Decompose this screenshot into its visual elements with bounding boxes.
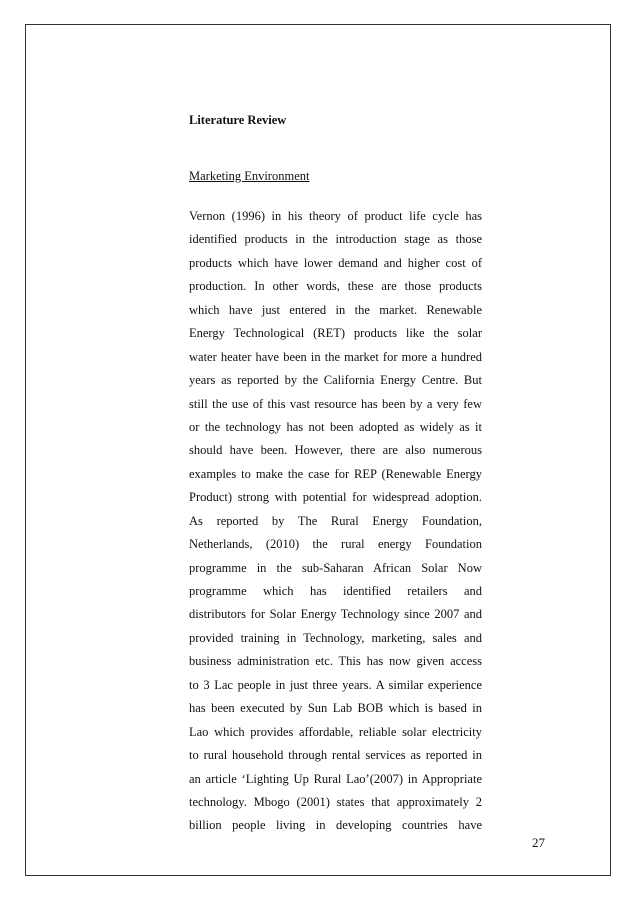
subsection-title: Marketing Environment	[189, 169, 310, 183]
paragraph-line: water heater have been in the market for more a hundred	[189, 349, 482, 364]
paragraph-line: distributors for Solar Energy Technology since 2007 and	[189, 607, 482, 622]
paragraph-line: identified products in the introduction stage as those	[189, 232, 482, 247]
paragraph-line: or the technology has not been adopted as widely as it	[189, 419, 482, 434]
paragraph-line: Netherlands, (2010) the rural energy Foundation	[189, 537, 482, 552]
paragraph-line: examples to make the case for REP (Renewable Energy	[189, 466, 482, 481]
paragraph-line: Vernon (1996) in his theory of product life cycle has	[189, 209, 482, 223]
paragraph-line: production. In other words, these are those products	[189, 279, 482, 294]
paragraph-line: still the use of this vast resource has been by a very few	[189, 396, 482, 411]
paragraph-line: provided training in Technology, marketing, sales and	[189, 630, 482, 645]
paragraph-line: should have been. However, there are also numerous	[189, 443, 482, 458]
paragraph-line: years as reported by the California Energy Centre. But	[189, 373, 482, 388]
paragraph-line: an article ‘Lighting Up Rural Lao’(2007) in Appropriate	[189, 771, 482, 786]
paragraph-line: technology. Mbogo (2001) states that approximately 2	[189, 794, 482, 809]
paragraph-line: has been executed by Sun Lab BOB which is based in	[189, 701, 482, 716]
paragraph-line: Lao which provides affordable, reliable solar electricity	[189, 724, 482, 739]
paragraph-line: business administration etc. This has now given access	[189, 654, 482, 669]
paragraph-line: programme which has identified retailers and	[189, 584, 482, 598]
paragraph-line: programme in the sub-Saharan African Solar Now	[189, 560, 482, 575]
paragraph-line: Product) strong with potential for widespread adoption.	[189, 490, 482, 505]
paragraph-line: to 3 Lac people in just three years. A similar experience	[189, 677, 482, 692]
paragraph-line: which have just entered in the market. Renewable	[189, 302, 482, 317]
paragraph-line: As reported by The Rural Energy Foundation,	[189, 513, 482, 528]
body-paragraph	[189, 205, 482, 838]
paragraph-line: Energy Technological (RET) products like the solar	[189, 326, 482, 341]
paragraph-line: products which have lower demand and higher cost of	[189, 255, 482, 270]
page-number: 27	[532, 835, 545, 850]
section-title: Literature Review	[189, 113, 287, 127]
paragraph-line: billion people living in developing countries have	[189, 818, 482, 833]
paragraph-line: to rural household through rental services as reported in	[189, 748, 482, 763]
